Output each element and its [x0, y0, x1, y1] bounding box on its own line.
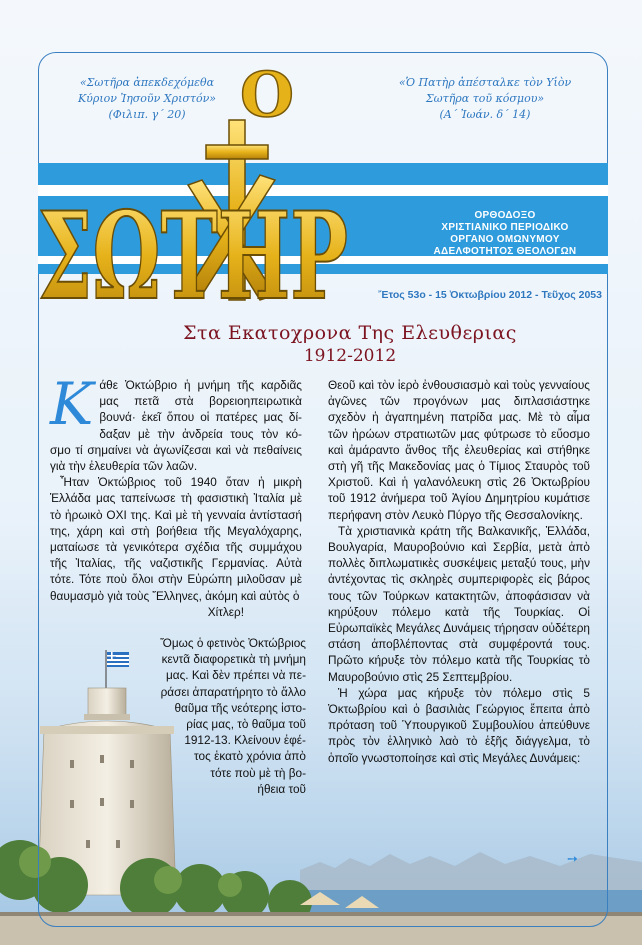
paragraph: σμο τί σημαίνει νὰ ἀγωνίζεσαι καὶ νὰ πεθαίνεις γιὰ τὴν ἐλευθερία τῶν λαῶν.	[50, 442, 302, 474]
drop-cap: Κ	[50, 370, 94, 438]
quote-line: «Σωτῆρα ἀπεκδεχόμεθα	[79, 76, 215, 89]
description-line: ΟΡΓΑΝΟ ΟΜΩΝΥΜΟΥ	[450, 234, 560, 245]
article-column-left-wrap	[150, 635, 306, 797]
text-line: βουνά· ἐκεῖ ὅπου οἱ πατέρες μας δί-	[99, 410, 302, 425]
article-subtitle: 1912-2012	[303, 346, 397, 366]
logo-article: Ο	[240, 58, 295, 131]
paragraph: Ἡ χώρα μας κήρυξε τὸν πόλεμο στὶς 5 Ὀκτωβρίου καὶ ὁ βασιλιὰς Γεώργιος ἔπειτα ἀπὸ πρόταση τοῦ Ὑπουργικοῦ Συμβουλίου ἀπεύθυνε πρὸς τὸν ἑλληνικὸ λαὸ τὸ ἑξῆς διάγγελμα, τὸ ὁποῖο γνωστοποίησε καὶ στὶς Μεγάλες Δυνάμεις:	[328, 685, 590, 765]
quote-line: Σωτῆρα τοῦ κόσμου»	[425, 92, 545, 105]
paragraph-end: Χίτλερ!	[207, 604, 244, 619]
text-line: ρίας μας, τὸ θαῦμα τοῦ	[186, 717, 306, 732]
article-column-left	[50, 370, 302, 620]
masthead-quote-right	[390, 75, 580, 123]
quote-line: Κύριον Ἰησοῦν Χριστόν»	[77, 92, 217, 105]
article-title: Στα Εκατοχρονα Της Ελευθεριας	[183, 322, 517, 344]
paragraph	[50, 474, 302, 604]
article-column-right	[328, 377, 590, 766]
quote-line: «Ὁ Πατὴρ ἀπέσταλκε τὸν Υἱὸν	[398, 76, 572, 89]
paragraph: Τὰ χριστιανικὰ κράτη τῆς Βαλκανικῆς, Ἑλλάδα, Βουλγαρία, Μαυροβούνιο καὶ Σερβία, μετὰ ἀπὸ πολλὲς διπλωματικὲς συσκέψεις μεταξύ τους, μὴν ἀντέχοντας τὶς σκληρὲς συμπεριφορὲς εἰς βάρος τους τῶν Τούρκων κατακτητῶν, ἀποφάσισαν νὰ κηρύξουν πόλεμο κατὰ τῆς Τουρκίας. Οἱ Εὐρωπαϊκὲς Μεγάλες Δυνάμεις τήρησαν οὐδέτερη στάση ἀποβλέποντας στὰ συμφέροντά τους. Πρῶτο κήρυξε τὸν πόλεμο κατὰ τῆς Τουρκίας τὸ Μαυροβούνιο στὶς 25 Σεπτεμβρίου.	[328, 523, 590, 684]
paragraph-text: Ἦταν Ὀκτώβριος τοῦ 1940 ὅταν ἡ μικρὴ Ἑλλάδα μας ταπείνωσε τὴ φασιστικὴ Ἰταλία μὲ τὸ ἡρωικὸ ΟΧΙ της. Καὶ μὲ τὴ γενναία ἀντίστασή της, χάρη καὶ στὴ βοήθεια τῆς Μεγαλόχαρης, ματαίωσε τὰ γενικότερα σχέδια τῆς συμμάχου τῆς Ἰταλίας, τῆς ναζιστικῆς Γερμανίας. Αὐτὰ τότε. Τότε ποὺ ὅλοι στὴν Εὐρώπη μιλοῦσαν μὲ θαυμασμὸ γιὰ τοὺς Ἕλληνες, ἀκόμη καὶ αὐτὸς ὁ	[50, 475, 302, 603]
text-line: κεντᾶ διαφορετικὰ τὴ μνήμη	[161, 652, 306, 667]
quote-reference: (Α΄ Ἰωάν. δ΄ 14)	[439, 108, 531, 121]
description-line: ΟΡΘΟΔΟΞΟ	[474, 210, 536, 221]
paragraph: Θεοῦ καὶ τὸν ἱερὸ ἐνθουσιασμὸ καὶ τοὺς γενναίους ἀγῶνες τῶν προγόνων μας διπλασιάστηκε σχεδὸν ἡ ἀγαπημένη πατρίδα μας. Μὲ τὸ αἷμα τῶν ἡρώων στρατιωτῶν μας φύτρωσε τὸ εὔοσμο καὶ ἀμάραντο ἄνθος τῆς ἐλευθερίας καὶ στήθηκε στὴ γῆ τῆς Μακεδονίας μας ὁ Τίμιος Σταυρὸς τοῦ Χριστοῦ. Καὶ ἡ γαλανόλευκη στὶς 26 Ὀκτωβρίου τοῦ 1912 ἀνήμερα τοῦ Ἁγίου Δημητρίου κυμάτισε περήφανη στὸν Λευκὸ Πύργο τῆς Θεσσαλονίκης.	[328, 378, 590, 522]
text-line: μας πετᾶ στὰ βορειοηπειρωτικὰ	[99, 394, 302, 409]
text-line: δαξαν μὲ τὴν ἀνδρεία τους τὸν κό-	[99, 426, 302, 441]
text-line: μας. Καὶ δὲν πρέπει νὰ πε-	[165, 668, 306, 683]
continue-arrow-icon: ➙	[567, 852, 578, 867]
masthead-description	[415, 210, 595, 258]
description-line: ΑΔΕΛΦΟΤΗΤΟΣ ΘΕΟΛΟΓΩΝ	[433, 246, 577, 257]
text-line: 1912-13. Κλείνουν ἐφέ-	[184, 733, 306, 748]
text-line: ράσει ἀπαρατήρητο τὸ ἄλλο	[160, 684, 306, 699]
soter-logo	[30, 60, 350, 320]
text-line: θαῦμα τῆς νεότερης ἱστο-	[174, 700, 306, 715]
text-line: ήθεια τοῦ	[257, 781, 306, 796]
text-line: Ὅμως ὁ φετινὸς Ὀκτώβριος	[160, 636, 306, 650]
issue-info: Ἔτος 53ο - 15 Ὀκτωβρίου 2012 - Τεῦχος 2053	[378, 289, 602, 301]
text-line: άθε Ὀκτώβριο ἡ μνήμη τῆς καρδιᾶς	[99, 378, 302, 392]
text-line: τότε ποὺ μὲ τὴ βο-	[210, 765, 306, 780]
description-line: ΧΡΙΣΤΙΑΝΙΚΟ ΠΕΡΙΟΔΙΚΟ	[441, 222, 569, 233]
quote-reference: (Φιλιπ. γ΄ 20)	[108, 108, 186, 121]
logo-title: ΣΩΤΗΡ	[38, 186, 348, 320]
text-line: τος ἑκατὸ χρόνια ἀπὸ	[194, 749, 306, 764]
